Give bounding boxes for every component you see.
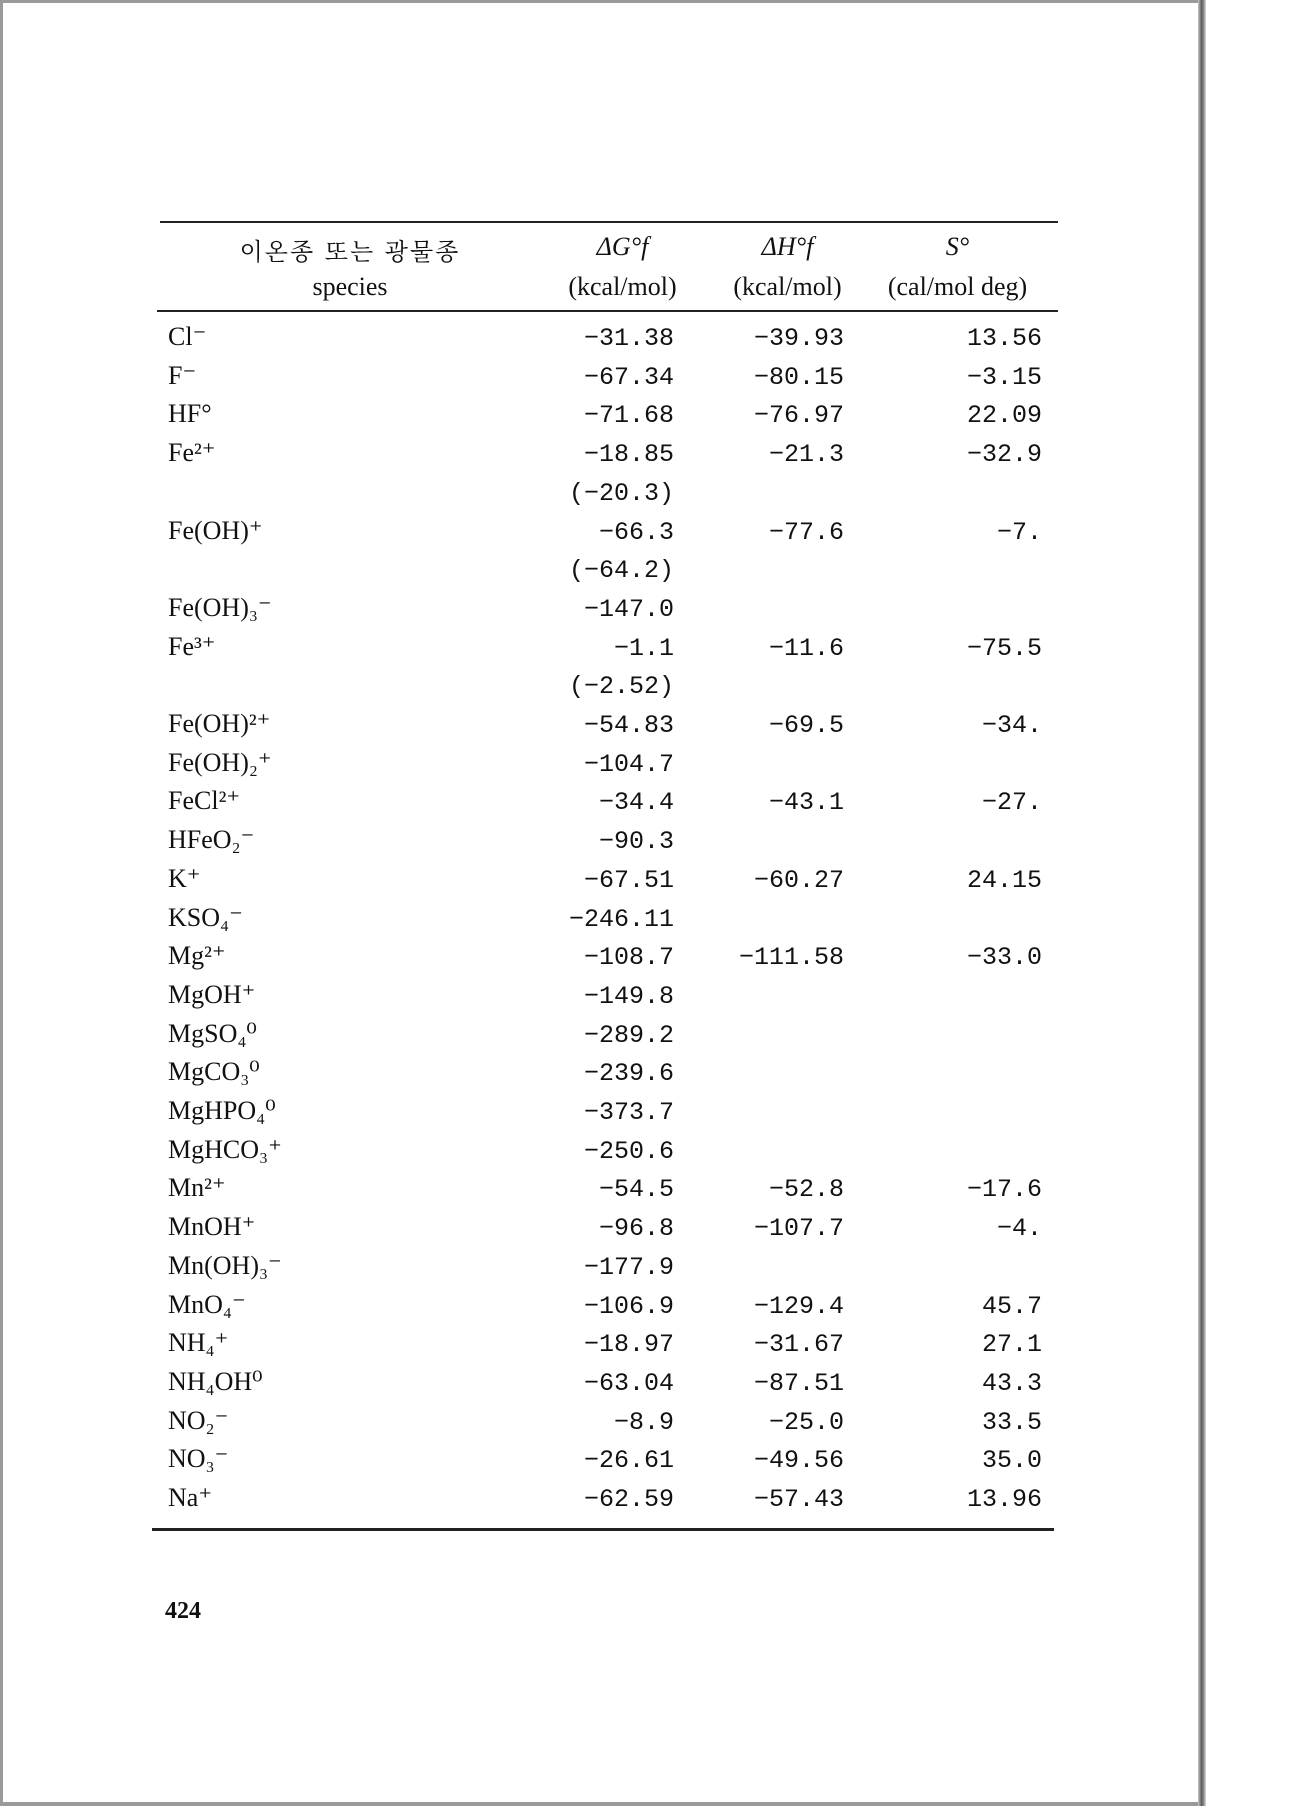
cell-entropy: −34. (981, 711, 1042, 740)
cell-gibbs-energy: −62.59 (583, 1485, 674, 1514)
table-row (0, 786, 1100, 824)
cell-enthalpy: −39.93 (753, 324, 844, 353)
cell-enthalpy: −21.3 (768, 440, 844, 469)
cell-entropy: 13.56 (966, 324, 1042, 353)
cell-gibbs-energy: −246.11 (568, 905, 674, 934)
table-row (0, 632, 1100, 670)
cell-species: NO₂⁻ (168, 1406, 229, 1435)
cell-entropy: −27. (981, 788, 1042, 817)
header-entropy-symbol: S° (945, 232, 970, 261)
cell-enthalpy: −107.7 (753, 1214, 844, 1243)
cell-species: Fe²⁺ (168, 438, 216, 467)
table-row (0, 1290, 1100, 1328)
table-bottom-rule (152, 1528, 1054, 1531)
cell-entropy: 33.5 (981, 1408, 1042, 1437)
table-row (0, 322, 1100, 360)
cell-gibbs-energy: −104.7 (583, 750, 674, 779)
cell-entropy: 27.1 (981, 1330, 1042, 1359)
cell-gibbs-energy: −34.4 (598, 788, 674, 817)
table-row (0, 709, 1100, 747)
cell-species: MgHCO₃⁺ (168, 1135, 282, 1164)
cell-species: Mn(OH)₃⁻ (168, 1251, 282, 1280)
cell-gibbs-energy: −67.51 (583, 866, 674, 895)
cell-enthalpy: −76.97 (753, 401, 844, 430)
cell-entropy: −3.15 (966, 363, 1042, 392)
cell-species: Fe(OH)⁺ (168, 516, 263, 545)
table-row (0, 361, 1100, 399)
table-row (0, 1212, 1100, 1250)
cell-gibbs-energy: (−20.3) (568, 479, 674, 508)
cell-gibbs-energy: −71.68 (583, 401, 674, 430)
table-row (0, 593, 1100, 631)
cell-gibbs-energy: −250.6 (583, 1137, 674, 1166)
page-margin-right (1206, 0, 1306, 1806)
table-row (0, 477, 1100, 515)
cell-species: Mg²⁺ (168, 941, 226, 970)
cell-species: HFeO₂⁻ (168, 825, 255, 854)
cell-gibbs-energy: −54.83 (583, 711, 674, 740)
cell-species: MnO₄⁻ (168, 1290, 246, 1319)
table-row (0, 1173, 1100, 1211)
cell-species: Fe(OH)₂⁺ (168, 748, 272, 777)
page-frame-top (0, 0, 1204, 3)
cell-species: K⁺ (168, 864, 201, 893)
table-row (0, 1367, 1100, 1405)
cell-entropy: 45.7 (981, 1292, 1042, 1321)
cell-enthalpy: −87.51 (753, 1369, 844, 1398)
cell-entropy: −17.6 (966, 1175, 1042, 1204)
cell-gibbs-energy: −289.2 (583, 1021, 674, 1050)
header-species-english: species (312, 272, 388, 301)
cell-species: MnOH⁺ (168, 1212, 256, 1241)
cell-species: MgOH⁺ (168, 980, 256, 1009)
cell-gibbs-energy: −1.1 (613, 634, 674, 663)
header-species-korean: 이온종 또는 광물종 (239, 238, 461, 266)
table-row (0, 1483, 1100, 1521)
cell-gibbs-energy: −96.8 (598, 1214, 674, 1243)
cell-enthalpy: −77.6 (768, 518, 844, 547)
cell-entropy: 13.96 (966, 1485, 1042, 1514)
cell-enthalpy: −25.0 (768, 1408, 844, 1437)
cell-entropy: 24.15 (966, 866, 1042, 895)
cell-entropy: 22.09 (966, 401, 1042, 430)
table-row (0, 399, 1100, 437)
cell-species: MgHPO₄⁰ (168, 1096, 276, 1125)
cell-gibbs-energy: −18.97 (583, 1330, 674, 1359)
table-row (0, 1096, 1100, 1134)
cell-gibbs-energy: (−2.52) (568, 672, 674, 701)
cell-gibbs-energy: −54.5 (598, 1175, 674, 1204)
cell-gibbs-energy: −108.7 (583, 943, 674, 972)
cell-species: FeCl²⁺ (168, 786, 241, 815)
cell-gibbs-energy: −8.9 (613, 1408, 674, 1437)
table-row (0, 1328, 1100, 1366)
table-row (0, 864, 1100, 902)
cell-species: NO₃⁻ (168, 1444, 229, 1473)
cell-entropy: −32.9 (966, 440, 1042, 469)
cell-gibbs-energy: −149.8 (583, 982, 674, 1011)
header-gibbs-symbol: ΔG°f (596, 232, 649, 261)
table-row (0, 903, 1100, 941)
cell-species: Mn²⁺ (168, 1173, 226, 1202)
header-entropy-unit: (cal/mol deg) (887, 272, 1028, 301)
table-row (0, 438, 1100, 476)
cell-species: Fe³⁺ (168, 632, 216, 661)
cell-species: HF° (168, 399, 212, 428)
cell-species: Fe(OH)₃⁻ (168, 593, 272, 622)
cell-gibbs-energy: −106.9 (583, 1292, 674, 1321)
cell-gibbs-energy: −373.7 (583, 1098, 674, 1127)
cell-species: Fe(OH)²⁺ (168, 709, 271, 738)
table-row (0, 1057, 1100, 1095)
cell-enthalpy: −43.1 (768, 788, 844, 817)
table-row (0, 1019, 1100, 1057)
table-row (0, 1406, 1100, 1444)
cell-enthalpy: −52.8 (768, 1175, 844, 1204)
table-row (0, 1135, 1100, 1173)
cell-gibbs-energy: −147.0 (583, 595, 674, 624)
table-header-rule (157, 310, 1058, 312)
cell-species: F⁻ (168, 361, 197, 390)
cell-species: NH₄OH⁰ (168, 1367, 263, 1396)
cell-gibbs-energy: −239.6 (583, 1059, 674, 1088)
cell-enthalpy: −11.6 (768, 634, 844, 663)
cell-species: NH₄⁺ (168, 1328, 229, 1357)
header-enthalpy-unit: (kcal/mol) (733, 272, 842, 301)
cell-gibbs-energy: −18.85 (583, 440, 674, 469)
cell-species: Cl⁻ (168, 322, 207, 351)
table-row (0, 825, 1100, 863)
cell-entropy: −7. (996, 518, 1042, 547)
cell-enthalpy: −49.56 (753, 1446, 844, 1475)
cell-species: Na⁺ (168, 1483, 213, 1512)
page-edge-shadow (1198, 0, 1206, 1806)
cell-gibbs-energy: −66.3 (598, 518, 674, 547)
table-row (0, 941, 1100, 979)
page-frame-bottom (0, 1802, 1204, 1806)
cell-enthalpy: −69.5 (768, 711, 844, 740)
page-number: 424 (165, 1598, 201, 1624)
cell-enthalpy: −111.58 (738, 943, 844, 972)
cell-gibbs-energy: −31.38 (583, 324, 674, 353)
table-row (0, 516, 1100, 554)
cell-entropy: 35.0 (981, 1446, 1042, 1475)
table-row (0, 1251, 1100, 1289)
table-row (0, 670, 1100, 708)
table-row (0, 980, 1100, 1018)
table-row (0, 748, 1100, 786)
cell-gibbs-energy: (−64.2) (568, 556, 674, 585)
cell-enthalpy: −57.43 (753, 1485, 844, 1514)
cell-species: KSO₄⁻ (168, 903, 243, 932)
cell-gibbs-energy: −177.9 (583, 1253, 674, 1282)
cell-species: MgCO₃⁰ (168, 1057, 260, 1086)
cell-gibbs-energy: −67.34 (583, 363, 674, 392)
cell-enthalpy: −80.15 (753, 363, 844, 392)
table-row (0, 554, 1100, 592)
cell-enthalpy: −60.27 (753, 866, 844, 895)
header-enthalpy-symbol: ΔH°f (761, 232, 814, 261)
table-row (0, 1444, 1100, 1482)
cell-entropy: −33.0 (966, 943, 1042, 972)
table-top-rule (160, 221, 1058, 223)
cell-enthalpy: −129.4 (753, 1292, 844, 1321)
header-gibbs-unit: (kcal/mol) (568, 272, 677, 301)
cell-entropy: −4. (996, 1214, 1042, 1243)
cell-species: MgSO₄⁰ (168, 1019, 257, 1048)
cell-gibbs-energy: −63.04 (583, 1369, 674, 1398)
cell-enthalpy: −31.67 (753, 1330, 844, 1359)
cell-entropy: 43.3 (981, 1369, 1042, 1398)
cell-gibbs-energy: −90.3 (598, 827, 674, 856)
cell-gibbs-energy: −26.61 (583, 1446, 674, 1475)
cell-entropy: −75.5 (966, 634, 1042, 663)
